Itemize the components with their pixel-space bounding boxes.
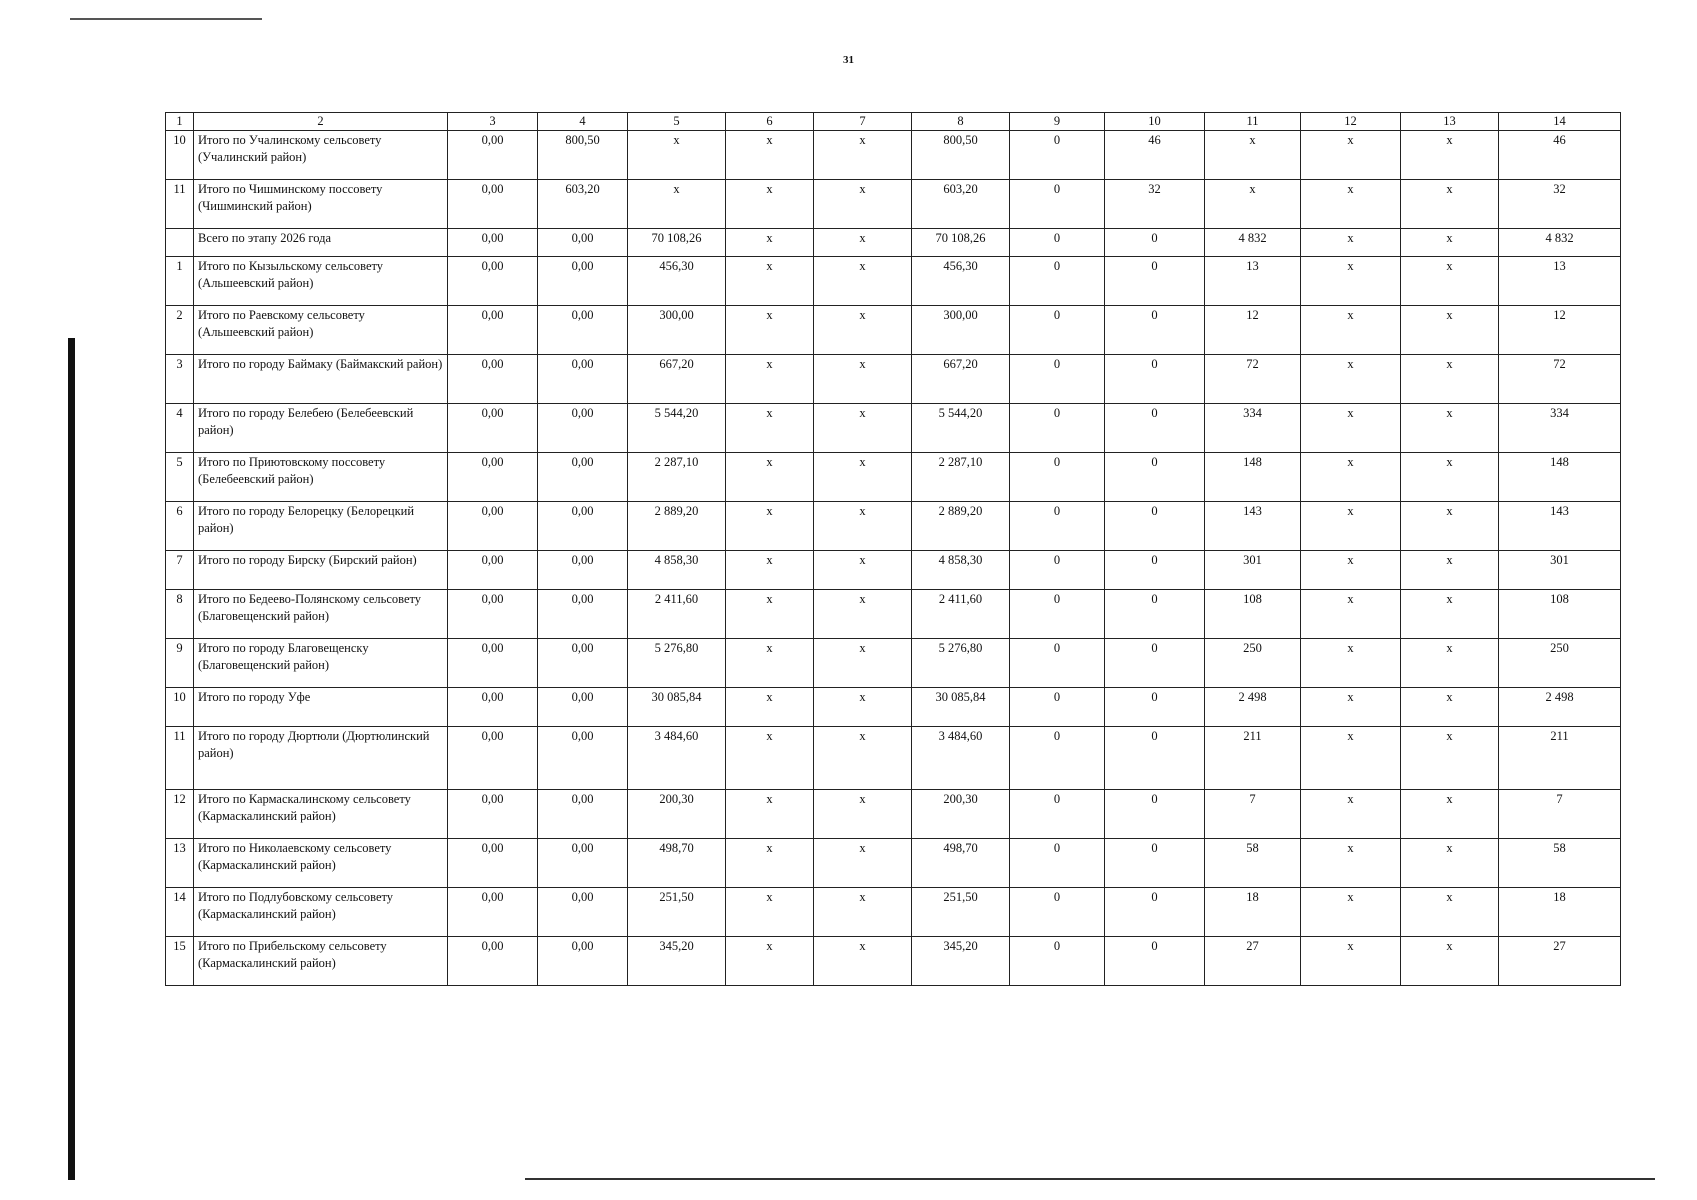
value-cell-c8: 2 889,20	[912, 502, 1010, 551]
value-cell-c8: 3 484,60	[912, 727, 1010, 790]
value-cell-c6: x	[726, 790, 814, 839]
value-cell-c4: 0,00	[538, 306, 628, 355]
value-cell-c8: 30 085,84	[912, 688, 1010, 727]
value-cell-c8: 2 287,10	[912, 453, 1010, 502]
value-cell-c3: 0,00	[448, 839, 538, 888]
value-cell-c14: 27	[1499, 937, 1621, 986]
value-cell-c11: 301	[1205, 551, 1301, 590]
value-cell-c5: 251,50	[628, 888, 726, 937]
value-cell-c5: 667,20	[628, 355, 726, 404]
scan-artifact-top-line	[70, 18, 262, 20]
column-header: 2	[194, 113, 448, 131]
value-cell-c9: 0	[1010, 888, 1105, 937]
value-cell-c6: x	[726, 257, 814, 306]
value-cell-c11: 148	[1205, 453, 1301, 502]
value-cell-c3: 0,00	[448, 639, 538, 688]
column-header: 7	[814, 113, 912, 131]
scan-artifact-left-bar	[68, 338, 75, 1180]
value-cell-c8: 4 858,30	[912, 551, 1010, 590]
row-name-cell: Итого по Раевскому сельсовету (Альшеевский район)	[194, 306, 448, 355]
value-cell-c11: 143	[1205, 502, 1301, 551]
value-cell-c10: 46	[1105, 131, 1205, 180]
value-cell-c4: 0,00	[538, 839, 628, 888]
column-header: 9	[1010, 113, 1105, 131]
row-name-cell: Итого по Приютовскому поссовету (Белебеевский район)	[194, 453, 448, 502]
value-cell-c3: 0,00	[448, 131, 538, 180]
value-cell-c10: 0	[1105, 502, 1205, 551]
value-cell-c13: x	[1401, 590, 1499, 639]
value-cell-c14: 148	[1499, 453, 1621, 502]
value-cell-c11: 108	[1205, 590, 1301, 639]
value-cell-c8: 498,70	[912, 839, 1010, 888]
value-cell-c10: 0	[1105, 790, 1205, 839]
value-cell-c8: 251,50	[912, 888, 1010, 937]
column-header: 6	[726, 113, 814, 131]
table-row	[166, 453, 1621, 502]
row-number-cell: 9	[166, 639, 194, 688]
value-cell-c6: x	[726, 131, 814, 180]
column-header: 10	[1105, 113, 1205, 131]
value-cell-c5: 345,20	[628, 937, 726, 986]
value-cell-c12: x	[1301, 639, 1401, 688]
value-cell-c3: 0,00	[448, 355, 538, 404]
value-cell-c8: 345,20	[912, 937, 1010, 986]
value-cell-c8: 667,20	[912, 355, 1010, 404]
scan-artifact-bottom-line	[525, 1178, 1655, 1180]
value-cell-c11: x	[1205, 180, 1301, 229]
value-cell-c4: 0,00	[538, 937, 628, 986]
value-cell-c5: 300,00	[628, 306, 726, 355]
row-name-cell: Итого по городу Благовещенску (Благовещенский район)	[194, 639, 448, 688]
value-cell-c10: 0	[1105, 551, 1205, 590]
value-cell-c7: x	[814, 551, 912, 590]
value-cell-c3: 0,00	[448, 306, 538, 355]
value-cell-c3: 0,00	[448, 551, 538, 590]
value-cell-c3: 0,00	[448, 502, 538, 551]
value-cell-c4: 0,00	[538, 502, 628, 551]
value-cell-c14: 18	[1499, 888, 1621, 937]
value-cell-c10: 0	[1105, 257, 1205, 306]
value-cell-c7: x	[814, 688, 912, 727]
value-cell-c10: 0	[1105, 839, 1205, 888]
value-cell-c13: x	[1401, 639, 1499, 688]
table-row	[166, 727, 1621, 790]
value-cell-c8: 2 411,60	[912, 590, 1010, 639]
row-number-cell: 6	[166, 502, 194, 551]
value-cell-c3: 0,00	[448, 688, 538, 727]
value-cell-c9: 0	[1010, 131, 1105, 180]
value-cell-c12: x	[1301, 937, 1401, 986]
table-row	[166, 355, 1621, 404]
value-cell-c13: x	[1401, 257, 1499, 306]
value-cell-c11: 72	[1205, 355, 1301, 404]
value-cell-c13: x	[1401, 888, 1499, 937]
row-number-cell: 12	[166, 790, 194, 839]
value-cell-c11: 211	[1205, 727, 1301, 790]
value-cell-c13: x	[1401, 180, 1499, 229]
value-cell-c9: 0	[1010, 727, 1105, 790]
value-cell-c12: x	[1301, 790, 1401, 839]
value-cell-c11: 4 832	[1205, 229, 1301, 257]
table-row	[166, 888, 1621, 937]
value-cell-c13: x	[1401, 404, 1499, 453]
value-cell-c4: 0,00	[538, 790, 628, 839]
value-cell-c11: 18	[1205, 888, 1301, 937]
value-cell-c4: 0,00	[538, 453, 628, 502]
value-cell-c5: 2 287,10	[628, 453, 726, 502]
value-cell-c6: x	[726, 502, 814, 551]
table-row	[166, 502, 1621, 551]
row-name-cell: Итого по Николаевскому сельсовету (Кармаскалинский район)	[194, 839, 448, 888]
value-cell-c4: 0,00	[538, 688, 628, 727]
value-cell-c13: x	[1401, 131, 1499, 180]
value-cell-c10: 0	[1105, 453, 1205, 502]
column-header: 4	[538, 113, 628, 131]
table-row	[166, 229, 1621, 257]
row-number-cell: 7	[166, 551, 194, 590]
column-header: 14	[1499, 113, 1621, 131]
table-row	[166, 131, 1621, 180]
value-cell-c12: x	[1301, 404, 1401, 453]
value-cell-c3: 0,00	[448, 229, 538, 257]
value-cell-c8: 5 276,80	[912, 639, 1010, 688]
row-number-cell: 11	[166, 180, 194, 229]
value-cell-c14: 32	[1499, 180, 1621, 229]
value-cell-c12: x	[1301, 888, 1401, 937]
value-cell-c3: 0,00	[448, 404, 538, 453]
value-cell-c13: x	[1401, 727, 1499, 790]
value-cell-c7: x	[814, 257, 912, 306]
value-cell-c12: x	[1301, 355, 1401, 404]
row-name-cell: Итого по Учалинскому сельсовету (Учалинский район)	[194, 131, 448, 180]
value-cell-c4: 800,50	[538, 131, 628, 180]
table-row	[166, 639, 1621, 688]
value-cell-c13: x	[1401, 839, 1499, 888]
value-cell-c7: x	[814, 229, 912, 257]
value-cell-c8: 456,30	[912, 257, 1010, 306]
value-cell-c5: 498,70	[628, 839, 726, 888]
value-cell-c11: 58	[1205, 839, 1301, 888]
value-cell-c14: 301	[1499, 551, 1621, 590]
column-header: 8	[912, 113, 1010, 131]
value-cell-c3: 0,00	[448, 727, 538, 790]
column-header: 3	[448, 113, 538, 131]
value-cell-c13: x	[1401, 502, 1499, 551]
value-cell-c10: 0	[1105, 639, 1205, 688]
value-cell-c9: 0	[1010, 839, 1105, 888]
row-name-cell: Итого по Кармаскалинскому сельсовету (Кармаскалинский район)	[194, 790, 448, 839]
value-cell-c9: 0	[1010, 180, 1105, 229]
row-name-cell: Итого по городу Бирску (Бирский район)	[194, 551, 448, 590]
value-cell-c5: 3 484,60	[628, 727, 726, 790]
data-table	[165, 112, 1621, 986]
value-cell-c9: 0	[1010, 790, 1105, 839]
value-cell-c9: 0	[1010, 306, 1105, 355]
row-name-cell: Всего по этапу 2026 года	[194, 229, 448, 257]
value-cell-c9: 0	[1010, 551, 1105, 590]
column-header: 1	[166, 113, 194, 131]
value-cell-c12: x	[1301, 727, 1401, 790]
value-cell-c7: x	[814, 131, 912, 180]
value-cell-c5: 4 858,30	[628, 551, 726, 590]
table-row	[166, 551, 1621, 590]
value-cell-c12: x	[1301, 590, 1401, 639]
row-number-cell: 14	[166, 888, 194, 937]
value-cell-c4: 0,00	[538, 229, 628, 257]
column-header: 5	[628, 113, 726, 131]
row-number-cell: 10	[166, 131, 194, 180]
value-cell-c5: 30 085,84	[628, 688, 726, 727]
value-cell-c11: 250	[1205, 639, 1301, 688]
value-cell-c14: 72	[1499, 355, 1621, 404]
value-cell-c10: 0	[1105, 590, 1205, 639]
page-number: 31	[843, 54, 854, 66]
value-cell-c6: x	[726, 590, 814, 639]
value-cell-c13: x	[1401, 306, 1499, 355]
value-cell-c7: x	[814, 453, 912, 502]
value-cell-c6: x	[726, 688, 814, 727]
value-cell-c9: 0	[1010, 590, 1105, 639]
value-cell-c14: 13	[1499, 257, 1621, 306]
table-row	[166, 839, 1621, 888]
value-cell-c6: x	[726, 355, 814, 404]
value-cell-c11: x	[1205, 131, 1301, 180]
row-name-cell: Итого по Бедеево-Полянскому сельсовету (Благовещенский район)	[194, 590, 448, 639]
table-row	[166, 404, 1621, 453]
value-cell-c6: x	[726, 551, 814, 590]
value-cell-c8: 603,20	[912, 180, 1010, 229]
value-cell-c13: x	[1401, 229, 1499, 257]
table-row	[166, 306, 1621, 355]
value-cell-c12: x	[1301, 306, 1401, 355]
row-number-cell: 3	[166, 355, 194, 404]
value-cell-c7: x	[814, 639, 912, 688]
value-cell-c4: 603,20	[538, 180, 628, 229]
value-cell-c5: 5 276,80	[628, 639, 726, 688]
row-name-cell: Итого по городу Баймаку (Баймакский район)	[194, 355, 448, 404]
value-cell-c9: 0	[1010, 639, 1105, 688]
value-cell-c6: x	[726, 937, 814, 986]
value-cell-c12: x	[1301, 180, 1401, 229]
value-cell-c11: 334	[1205, 404, 1301, 453]
value-cell-c12: x	[1301, 551, 1401, 590]
value-cell-c14: 334	[1499, 404, 1621, 453]
value-cell-c7: x	[814, 502, 912, 551]
value-cell-c14: 211	[1499, 727, 1621, 790]
value-cell-c8: 70 108,26	[912, 229, 1010, 257]
row-name-cell: Итого по Прибельскому сельсовету (Кармаскалинский район)	[194, 937, 448, 986]
row-name-cell: Итого по городу Уфе	[194, 688, 448, 727]
value-cell-c14: 108	[1499, 590, 1621, 639]
row-number-cell: 13	[166, 839, 194, 888]
value-cell-c8: 200,30	[912, 790, 1010, 839]
value-cell-c4: 0,00	[538, 355, 628, 404]
value-cell-c3: 0,00	[448, 888, 538, 937]
table-row	[166, 790, 1621, 839]
value-cell-c13: x	[1401, 355, 1499, 404]
row-name-cell: Итого по городу Белорецку (Белорецкий район)	[194, 502, 448, 551]
row-name-cell: Итого по Кызыльскому сельсовету (Альшеевский район)	[194, 257, 448, 306]
value-cell-c10: 0	[1105, 688, 1205, 727]
value-cell-c6: x	[726, 306, 814, 355]
value-cell-c3: 0,00	[448, 180, 538, 229]
value-cell-c13: x	[1401, 688, 1499, 727]
column-header: 11	[1205, 113, 1301, 131]
value-cell-c4: 0,00	[538, 727, 628, 790]
value-cell-c4: 0,00	[538, 590, 628, 639]
column-header: 12	[1301, 113, 1401, 131]
value-cell-c9: 0	[1010, 688, 1105, 727]
value-cell-c4: 0,00	[538, 257, 628, 306]
value-cell-c3: 0,00	[448, 590, 538, 639]
value-cell-c11: 12	[1205, 306, 1301, 355]
value-cell-c5: 456,30	[628, 257, 726, 306]
value-cell-c5: x	[628, 131, 726, 180]
row-number-cell: 15	[166, 937, 194, 986]
header-row	[166, 113, 1621, 131]
value-cell-c6: x	[726, 229, 814, 257]
value-cell-c13: x	[1401, 551, 1499, 590]
value-cell-c7: x	[814, 355, 912, 404]
value-cell-c3: 0,00	[448, 790, 538, 839]
value-cell-c7: x	[814, 937, 912, 986]
value-cell-c14: 4 832	[1499, 229, 1621, 257]
value-cell-c8: 300,00	[912, 306, 1010, 355]
table-body	[166, 131, 1621, 986]
row-number-cell: 4	[166, 404, 194, 453]
value-cell-c13: x	[1401, 453, 1499, 502]
value-cell-c12: x	[1301, 688, 1401, 727]
value-cell-c8: 800,50	[912, 131, 1010, 180]
value-cell-c9: 0	[1010, 257, 1105, 306]
value-cell-c5: 2 411,60	[628, 590, 726, 639]
data-table-container	[165, 112, 1620, 986]
value-cell-c10: 0	[1105, 404, 1205, 453]
value-cell-c9: 0	[1010, 404, 1105, 453]
table-row	[166, 688, 1621, 727]
value-cell-c12: x	[1301, 131, 1401, 180]
value-cell-c14: 143	[1499, 502, 1621, 551]
value-cell-c7: x	[814, 306, 912, 355]
value-cell-c14: 58	[1499, 839, 1621, 888]
value-cell-c5: x	[628, 180, 726, 229]
value-cell-c9: 0	[1010, 229, 1105, 257]
value-cell-c5: 70 108,26	[628, 229, 726, 257]
row-number-cell	[166, 229, 194, 257]
value-cell-c6: x	[726, 180, 814, 229]
value-cell-c7: x	[814, 404, 912, 453]
value-cell-c10: 0	[1105, 727, 1205, 790]
table-row	[166, 180, 1621, 229]
value-cell-c6: x	[726, 727, 814, 790]
value-cell-c14: 12	[1499, 306, 1621, 355]
value-cell-c4: 0,00	[538, 404, 628, 453]
value-cell-c3: 0,00	[448, 453, 538, 502]
value-cell-c3: 0,00	[448, 257, 538, 306]
value-cell-c14: 2 498	[1499, 688, 1621, 727]
value-cell-c5: 200,30	[628, 790, 726, 839]
value-cell-c7: x	[814, 180, 912, 229]
value-cell-c11: 13	[1205, 257, 1301, 306]
value-cell-c9: 0	[1010, 453, 1105, 502]
value-cell-c6: x	[726, 639, 814, 688]
value-cell-c12: x	[1301, 502, 1401, 551]
value-cell-c11: 27	[1205, 937, 1301, 986]
row-name-cell: Итого по городу Белебею (Белебеевский район)	[194, 404, 448, 453]
value-cell-c10: 0	[1105, 888, 1205, 937]
row-number-cell: 1	[166, 257, 194, 306]
value-cell-c7: x	[814, 590, 912, 639]
value-cell-c5: 5 544,20	[628, 404, 726, 453]
value-cell-c4: 0,00	[538, 639, 628, 688]
row-name-cell: Итого по Чишминскому поссовету (Чишминский район)	[194, 180, 448, 229]
value-cell-c8: 5 544,20	[912, 404, 1010, 453]
value-cell-c4: 0,00	[538, 888, 628, 937]
value-cell-c10: 0	[1105, 937, 1205, 986]
value-cell-c3: 0,00	[448, 937, 538, 986]
value-cell-c4: 0,00	[538, 551, 628, 590]
value-cell-c9: 0	[1010, 355, 1105, 404]
value-cell-c9: 0	[1010, 502, 1105, 551]
table-row	[166, 257, 1621, 306]
value-cell-c12: x	[1301, 839, 1401, 888]
row-name-cell: Итого по городу Дюртюли (Дюртюлинский район)	[194, 727, 448, 790]
value-cell-c11: 7	[1205, 790, 1301, 839]
row-name-cell: Итого по Подлубовскому сельсовету (Кармаскалинский район)	[194, 888, 448, 937]
value-cell-c9: 0	[1010, 937, 1105, 986]
value-cell-c10: 0	[1105, 355, 1205, 404]
value-cell-c10: 32	[1105, 180, 1205, 229]
value-cell-c14: 250	[1499, 639, 1621, 688]
column-header: 13	[1401, 113, 1499, 131]
value-cell-c12: x	[1301, 229, 1401, 257]
value-cell-c11: 2 498	[1205, 688, 1301, 727]
value-cell-c7: x	[814, 839, 912, 888]
value-cell-c10: 0	[1105, 229, 1205, 257]
row-number-cell: 11	[166, 727, 194, 790]
value-cell-c6: x	[726, 453, 814, 502]
value-cell-c14: 7	[1499, 790, 1621, 839]
value-cell-c6: x	[726, 888, 814, 937]
row-number-cell: 10	[166, 688, 194, 727]
table-row	[166, 590, 1621, 639]
value-cell-c7: x	[814, 888, 912, 937]
value-cell-c14: 46	[1499, 131, 1621, 180]
row-number-cell: 5	[166, 453, 194, 502]
value-cell-c13: x	[1401, 937, 1499, 986]
value-cell-c6: x	[726, 839, 814, 888]
row-number-cell: 2	[166, 306, 194, 355]
value-cell-c7: x	[814, 727, 912, 790]
value-cell-c6: x	[726, 404, 814, 453]
value-cell-c7: x	[814, 790, 912, 839]
value-cell-c12: x	[1301, 257, 1401, 306]
value-cell-c5: 2 889,20	[628, 502, 726, 551]
value-cell-c10: 0	[1105, 306, 1205, 355]
row-number-cell: 8	[166, 590, 194, 639]
table-row	[166, 937, 1621, 986]
value-cell-c13: x	[1401, 790, 1499, 839]
value-cell-c12: x	[1301, 453, 1401, 502]
